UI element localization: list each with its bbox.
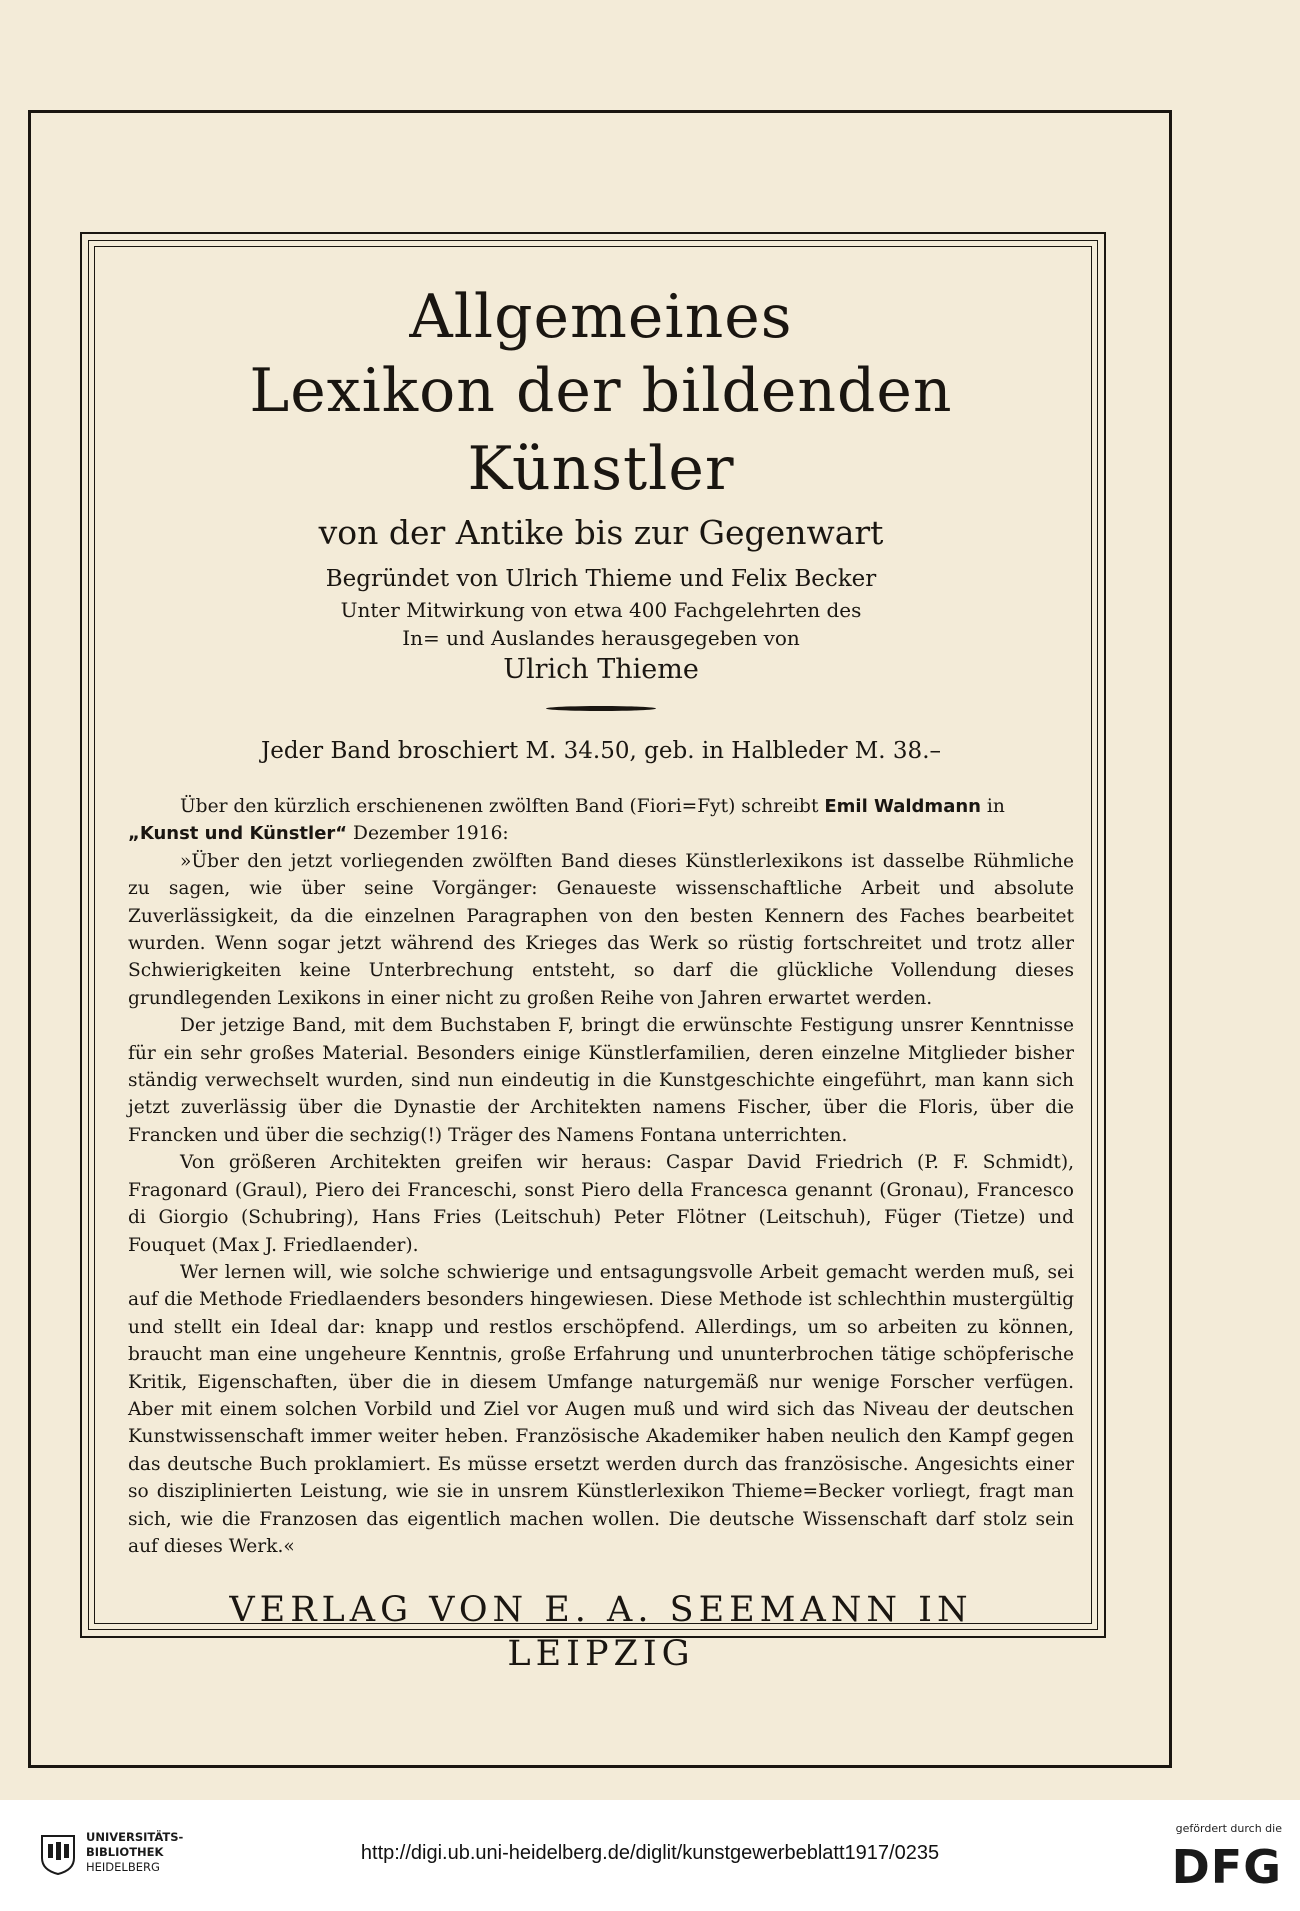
library-name-line-3: HEIDELBERG bbox=[86, 1860, 160, 1874]
library-name-line-1: UNIVERSITÄTS- bbox=[86, 1830, 184, 1844]
review-text bbox=[128, 793, 1074, 1560]
permalink-url[interactable]: http://digi.ub.uni-heidelberg.de/diglit/kunstgewerbeblatt1917/0235 bbox=[360, 1842, 940, 1864]
intro-text-c: Dezember 1916: bbox=[347, 823, 509, 845]
library-name-line-2: BIBLIOTHEK bbox=[86, 1845, 164, 1859]
title-line-2: Lexikon der bildenden Künstler bbox=[249, 356, 953, 504]
subtitle: von der Antike bis zur Gegenwart bbox=[318, 513, 884, 552]
review-paragraph: Wer lernen will, wie solche schwierige und entsagungsvolle Arbeit gemacht werden muß, sei auf die Methode Friedlaenders besonders hingewiesen. Diese Methode ist schlechthin mustergültig und stellt ein Ideal dar: knapp und restlos erschöpfend. Allerdings, um so arbeiten zu können, braucht man eine ungeheure Kenntnis, große Erfahrung und ununterbrochen tätige schöpferische Kritik, Eigenschaften, über die in diesem Umfange naturgemäß nur wenige Forscher verfügen. Aber mit einem solchen Vorbild und Ziel vor Augen muß und wird sich das Niveau der deutschen Kunstwissenschaft immer weiter heben. Französische Akademiker haben neulich den Kampf gegen das deutsche Buch proklamiert. Es müsse ersetzt werden durch das französische. Angesichts einer so disziplinierten Leistung, wie sie in unsrem Künstlerlexikon Thieme=Becker vorliegt, fragt man sich, wie die Franzosen das eigentlich machen wollen. Die deutsche Wissenschaft darf stolz sein auf dieses Werk.« bbox=[128, 1261, 1074, 1557]
advertisement-content bbox=[128, 282, 1074, 1676]
critic-name: Emil Waldmann bbox=[824, 796, 981, 817]
review-paragraph: Der jetzige Band, mit dem Buchstaben F, bringt die erwünschte Festigung unsrer Kenntnisse für ein sehr großes Material. Besonders einige Künstlerfamilien, deren einzelne Mitglieder bisher ständig verwechselt wurden, sind nun eindeutig in die Kunstgeschichte eingeführt, man kann sich jetzt zuverlässig über die Dynastie der Architekten namens Fischer, über die Floris, über die Francken und über die sechzig(!) Träger des Namens Fontana unterrichten. bbox=[128, 1015, 1074, 1146]
editor-name: Ulrich Thieme bbox=[503, 654, 699, 685]
title-line-1: Allgemeines bbox=[409, 282, 793, 352]
collaboration-line-2: In= und Auslandes herausgegeben von bbox=[402, 626, 800, 650]
review-paragraph: Von größeren Architekten greifen wir heraus: Caspar David Friedrich (P. F. Schmidt), Fragonard (Graul), Piero dei Franceschi, sonst Piero della Francesca genannt (Gronau), Francesco di Giorgio (Schubring), Hans Fries (Leitschuh) Peter Flötner (Leitschuh), Füger (Tietze) und Fouquet (Max J. Friedlaender). bbox=[128, 1152, 1074, 1256]
review-paragraph: »Über den jetzt vorliegenden zwölften Band dieses Künstlerlexikons ist dasselbe Rühmliche zu sagen, wie über seine Vorgänger: Genaueste wissenschaftliche Arbeit und absolute Zuverlässigkeit, da die einzelnen Paragraphen von den besten Kennern des Faches bearbeitet wurden. Wenn sogar jetzt während des Krieges das Werk so rüstig fortschreitet und trotz aller Schwierigkeiten keine Unterbrechung entsteht, so darf die glückliche Vollendung dieses grundlegenden Lexikons in einer nicht zu großen Reihe von Jahren erwartet werden. bbox=[128, 850, 1074, 1009]
intro-text-b: in bbox=[980, 796, 1005, 817]
intro-text-a: Über den kürzlich erschienenen zwölften Band (Fiori=Fyt) schreibt bbox=[180, 796, 825, 817]
funding-caption: gefördert durch die bbox=[1175, 1822, 1282, 1835]
ornament-divider bbox=[546, 706, 656, 711]
digitization-footer bbox=[0, 1800, 1300, 1911]
magazine-name: „Kunst und Künstler“ bbox=[128, 823, 348, 845]
founders-line: Begründet von Ulrich Thieme und Felix Becker bbox=[325, 566, 877, 592]
collaboration-line-1: Unter Mitwirkung von etwa 400 Fachgelehrten des bbox=[340, 598, 862, 622]
dfg-logo: DFG bbox=[1171, 1840, 1282, 1894]
price-line: Jeder Band broschiert M. 34.50, geb. in Halbleder M. 38.– bbox=[260, 738, 942, 764]
review-intro bbox=[128, 793, 1074, 848]
publisher-line: VERLAG VON E. A. SEEMANN IN LEIPZIG bbox=[229, 1590, 973, 1675]
